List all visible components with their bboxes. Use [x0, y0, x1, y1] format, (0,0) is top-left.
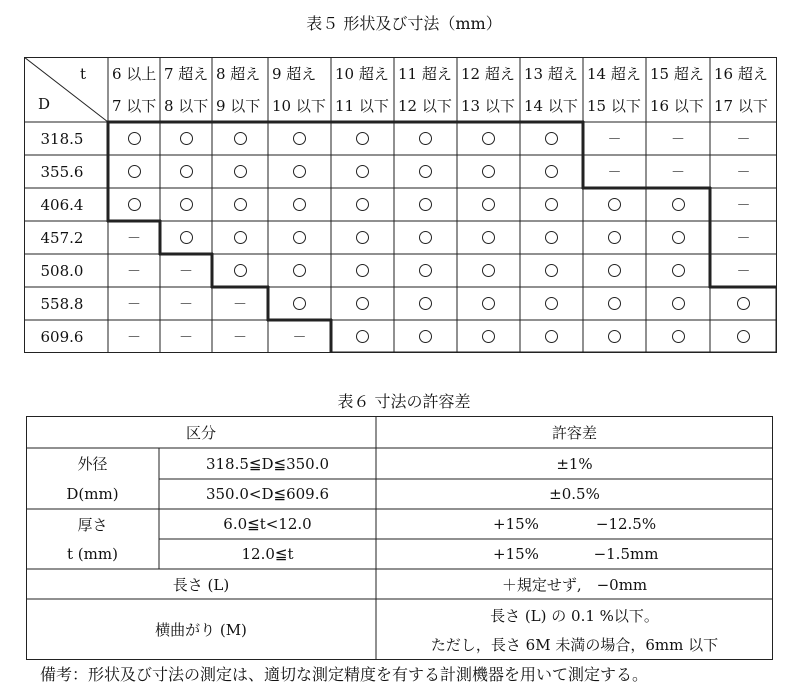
unavailable-cell: [710, 155, 777, 188]
thickness-col-header: 13 以下: [461, 97, 515, 115]
available-circle-icon: [737, 297, 750, 310]
available-cell: [394, 188, 457, 221]
available-circle-icon: [356, 264, 369, 277]
thickness-col-header: 11 超え: [398, 65, 452, 83]
unavailable-cell: [160, 254, 212, 287]
available-circle-icon: [482, 330, 495, 343]
available-cell: [394, 122, 457, 155]
available-cell: [268, 221, 331, 254]
available-circle-icon: [180, 132, 193, 145]
available-circle-icon: [419, 132, 432, 145]
available-circle-icon: [545, 231, 558, 244]
unavailable-cell: [108, 320, 160, 353]
diameter-label: 457.2: [40, 229, 84, 247]
thick-range-2: 12.0≦t: [241, 545, 294, 563]
available-circle-icon: [545, 297, 558, 310]
available-cell: [108, 155, 160, 188]
thickness-col-header: 12 以下: [398, 97, 452, 115]
dash-mark: －: [736, 197, 751, 214]
unavailable-cell: [710, 122, 777, 155]
dash-mark: －: [292, 329, 307, 346]
table5: [24, 57, 777, 353]
available-circle-icon: [180, 198, 193, 211]
available-cell: [583, 287, 646, 320]
available-cell: [646, 188, 710, 221]
available-cell: [394, 155, 457, 188]
remarks-note: 備考：形状及び寸法の測定は、適切な測定精度を有する計測機器を用いて測定する。: [40, 665, 649, 684]
dash-mark: －: [607, 164, 622, 181]
unavailable-cell: [583, 122, 646, 155]
thickness-col-header: 12 超え: [461, 65, 515, 83]
table5-title: 表５ 形状及び寸法（mm）: [306, 14, 502, 33]
thick-tol-minus-1: −12.5%: [595, 515, 657, 533]
available-cell: [710, 287, 777, 320]
available-cell: [457, 155, 520, 188]
available-circle-icon: [234, 132, 247, 145]
available-cell: [212, 188, 268, 221]
dash-mark: －: [127, 296, 141, 313]
thickness-col-header: 16 以下: [650, 97, 704, 115]
unavailable-cell: [710, 221, 777, 254]
available-circle-icon: [293, 264, 306, 277]
dash-mark: －: [736, 164, 751, 181]
available-circle-icon: [234, 231, 247, 244]
available-circle-icon: [737, 330, 750, 343]
bend-label: 横曲がり (M): [155, 621, 247, 639]
dash-mark: －: [233, 296, 247, 313]
available-circle-icon: [672, 198, 685, 211]
outer-range-1: 318.5≦D≦350.0: [205, 454, 330, 473]
available-cell: [457, 254, 520, 287]
thickness-col-header: 15 超え: [650, 65, 704, 83]
dash-mark: －: [671, 164, 685, 181]
available-cell: [331, 287, 394, 320]
available-circle-icon: [128, 198, 141, 211]
available-cell: [331, 122, 394, 155]
available-circle-icon: [293, 132, 306, 145]
available-cell: [160, 122, 212, 155]
available-cell: [520, 254, 583, 287]
available-circle-icon: [356, 330, 369, 343]
available-circle-icon: [545, 132, 558, 145]
table6-header-tolerance: 許容差: [551, 423, 597, 442]
available-cell: [212, 155, 268, 188]
available-cell: [212, 221, 268, 254]
thickness-col-header: 11 以下: [335, 97, 389, 115]
available-circle-icon: [180, 165, 193, 178]
available-circle-icon: [672, 297, 685, 310]
thickness-col-header: 8 以下: [164, 97, 209, 115]
bend-tolerance-line1: 長さ (L) の 0.1 %以下。: [490, 606, 659, 625]
available-circle-icon: [234, 165, 247, 178]
available-cell: [646, 287, 710, 320]
thick-range-1: 6.0≦t<12.0: [223, 515, 312, 533]
table6: [26, 416, 773, 660]
dash-mark: －: [736, 263, 751, 280]
available-circle-icon: [356, 297, 369, 310]
thick-tol-minus-2: −1.5mm: [593, 545, 659, 563]
thick-tol-plus-1: +15%: [493, 515, 539, 533]
available-circle-icon: [545, 198, 558, 211]
unavailable-cell: [160, 287, 212, 320]
available-cell: [268, 188, 331, 221]
available-cell: [331, 320, 394, 353]
length-label: 長さ (L): [172, 575, 230, 594]
thickness-col-header: 7 超え: [164, 65, 209, 83]
available-cell: [331, 254, 394, 287]
unavailable-cell: [212, 320, 268, 353]
available-circle-icon: [356, 132, 369, 145]
bend-tolerance-line2: ただし，長さ 6M 未満の場合，6mm 以下: [430, 635, 719, 654]
thickness-col-header: 14 超え: [587, 65, 641, 83]
available-cell: [646, 320, 710, 353]
available-circle-icon: [545, 165, 558, 178]
available-circle-icon: [293, 231, 306, 244]
available-cell: [457, 287, 520, 320]
available-cell: [520, 188, 583, 221]
thickness-label: 厚さ: [77, 515, 108, 534]
available-circle-icon: [356, 231, 369, 244]
available-cell: [268, 155, 331, 188]
thickness-col-header: 8 超え: [216, 65, 261, 83]
dash-mark: －: [736, 131, 751, 148]
unavailable-cell: [212, 287, 268, 320]
unavailable-cell: [710, 254, 777, 287]
available-cell: [331, 221, 394, 254]
available-circle-icon: [608, 231, 621, 244]
available-circle-icon: [293, 297, 306, 310]
thickness-col-header: 10 以下: [272, 97, 326, 115]
available-cell: [160, 188, 212, 221]
available-cell: [394, 287, 457, 320]
available-circle-icon: [293, 165, 306, 178]
available-cell: [457, 320, 520, 353]
available-circle-icon: [419, 330, 432, 343]
available-cell: [583, 221, 646, 254]
unavailable-cell: [108, 287, 160, 320]
available-cell: [268, 287, 331, 320]
available-circle-icon: [293, 198, 306, 211]
thickness-col-header: 13 超え: [524, 65, 578, 83]
available-cell: [457, 188, 520, 221]
available-circle-icon: [608, 198, 621, 211]
available-circle-icon: [608, 264, 621, 277]
available-cell: [646, 254, 710, 287]
available-circle-icon: [482, 198, 495, 211]
outer-diameter-label: 外径: [77, 455, 108, 473]
available-circle-icon: [545, 330, 558, 343]
diameter-label: 558.8: [40, 295, 84, 313]
available-cell: [520, 122, 583, 155]
length-tolerance: ＋規定せず, −0mm: [501, 575, 648, 594]
dash-mark: －: [671, 131, 685, 148]
available-cell: [646, 221, 710, 254]
thickness-col-header: 6 以上: [112, 65, 157, 83]
available-cell: [108, 122, 160, 155]
unavailable-cell: [710, 188, 777, 221]
available-circle-icon: [482, 132, 495, 145]
dash-mark: －: [233, 329, 247, 346]
diameter-label: 609.6: [40, 328, 84, 346]
available-cell: [212, 254, 268, 287]
table5-corner-t: t: [80, 65, 87, 83]
table5-corner-diagonal: [24, 57, 108, 122]
available-cell: [710, 320, 777, 353]
unavailable-cell: [108, 221, 160, 254]
thickness-col-header: 10 超え: [335, 65, 389, 83]
available-cell: [520, 287, 583, 320]
diameter-label: 318.5: [40, 130, 84, 148]
available-cell: [394, 254, 457, 287]
available-cell: [520, 320, 583, 353]
dash-mark: －: [607, 131, 622, 148]
available-circle-icon: [672, 264, 685, 277]
unavailable-cell: [646, 122, 710, 155]
available-circle-icon: [128, 165, 141, 178]
thick-tol-plus-2: +15%: [493, 545, 539, 563]
available-cell: [268, 122, 331, 155]
unavailable-cell: [108, 254, 160, 287]
thickness-col-header: 14 以下: [524, 97, 578, 115]
available-circle-icon: [672, 231, 685, 244]
available-cell: [583, 320, 646, 353]
outer-tol-1: ±1%: [556, 454, 593, 473]
available-cell: [212, 122, 268, 155]
available-cell: [583, 254, 646, 287]
unavailable-cell: [583, 155, 646, 188]
available-circle-icon: [128, 132, 141, 145]
available-cell: [331, 188, 394, 221]
table5-corner-d: D: [38, 95, 51, 113]
dash-mark: －: [179, 296, 193, 313]
available-circle-icon: [180, 231, 193, 244]
available-cell: [457, 221, 520, 254]
available-circle-icon: [419, 264, 432, 277]
dash-mark: －: [127, 263, 141, 280]
available-circle-icon: [545, 264, 558, 277]
available-circle-icon: [608, 297, 621, 310]
dash-mark: －: [736, 230, 751, 247]
available-circle-icon: [482, 231, 495, 244]
available-cell: [394, 221, 457, 254]
available-cell: [583, 188, 646, 221]
available-cell: [520, 221, 583, 254]
dash-mark: －: [179, 329, 193, 346]
available-circle-icon: [482, 165, 495, 178]
thickness-col-header: 16 超え: [714, 65, 768, 83]
diameter-label: 508.0: [40, 262, 84, 280]
thickness-col-header: 9 超え: [272, 65, 317, 83]
unavailable-cell: [268, 320, 331, 353]
available-circle-icon: [482, 297, 495, 310]
available-circle-icon: [608, 330, 621, 343]
available-cell: [160, 155, 212, 188]
table6-header-category: 区分: [185, 423, 216, 442]
available-circle-icon: [234, 264, 247, 277]
thickness-col-header: 7 以下: [112, 97, 157, 115]
available-circle-icon: [419, 198, 432, 211]
available-cell: [520, 155, 583, 188]
available-circle-icon: [419, 297, 432, 310]
dash-mark: －: [127, 329, 141, 346]
diameter-label: 355.6: [40, 163, 84, 181]
available-circle-icon: [482, 264, 495, 277]
available-cell: [457, 122, 520, 155]
dash-mark: －: [179, 263, 193, 280]
available-cell: [331, 155, 394, 188]
table6-title: 表６ 寸法の許容差: [337, 392, 471, 411]
available-cell: [394, 320, 457, 353]
unavailable-cell: [646, 155, 710, 188]
available-circle-icon: [672, 330, 685, 343]
thickness-col-header: 9 以下: [216, 97, 261, 115]
available-circle-icon: [356, 198, 369, 211]
available-cell: [108, 188, 160, 221]
outer-tol-2: ±0.5%: [549, 485, 600, 503]
diameter-label: 406.4: [40, 196, 84, 214]
dash-mark: －: [127, 230, 141, 247]
outer-range-2: 350.0<D≦609.6: [205, 485, 330, 503]
thickness-col-header: 15 以下: [587, 97, 641, 115]
outer-diameter-unit: D(mm): [66, 485, 119, 503]
thickness-unit: t (mm): [67, 545, 118, 563]
unavailable-cell: [160, 320, 212, 353]
thickness-col-header: 17 以下: [714, 97, 768, 115]
available-cell: [268, 254, 331, 287]
available-cell: [160, 221, 212, 254]
available-circle-icon: [356, 165, 369, 178]
available-circle-icon: [234, 198, 247, 211]
available-circle-icon: [419, 165, 432, 178]
available-circle-icon: [419, 231, 432, 244]
